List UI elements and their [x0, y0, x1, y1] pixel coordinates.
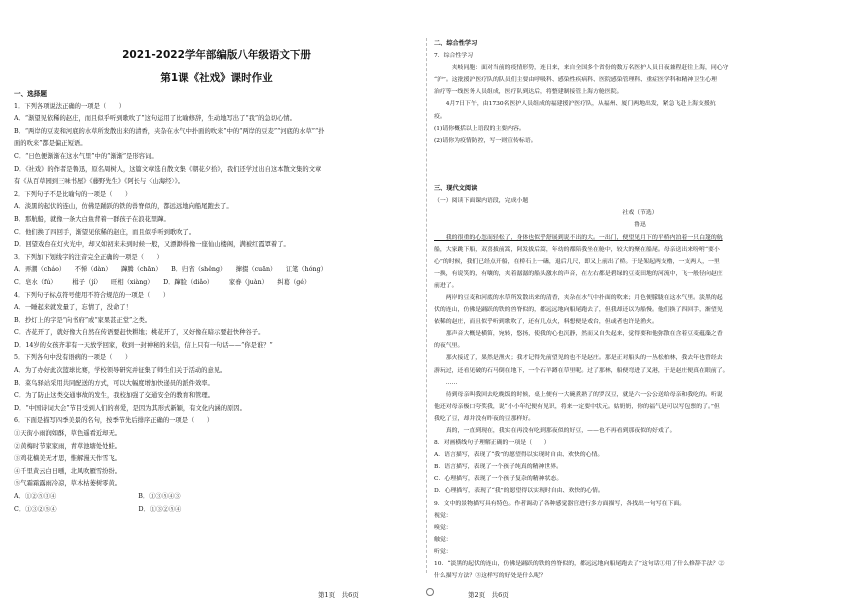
right-text-line: 视觉： [434, 512, 452, 519]
left-text-line: 4．下列句子标点符号使用不符合规范的一项是（ ） [14, 291, 170, 299]
left-text-line: C．皂水（fú） 楫子（jí） 旺相（xiàng） D．蹿脸（diǎo） 家眷（juàn） 纠葛（gé） [14, 278, 311, 286]
left-text-line: 3．下列加下划线字的注音完全正确的一项是（ ） [14, 253, 163, 261]
left-text-line: C．为了防止这类交通事故的发生，我校加强了交通安全的教育和管理。 [14, 392, 215, 400]
right-text-line: (2)请你为疫情防控，写一则宣传标语。 [434, 137, 537, 144]
right-text-line: 我吃了豆，却并没有昨夜的豆那样好。 [434, 415, 535, 422]
left-text-line: A．“渐望见依稀的赵庄，而且似乎听到歌吹了”这句运用了比喻修辞，生动地写出了“我”的急切心情。 [14, 115, 296, 123]
document-title: 2021-2022学年部编版八年级语文下册 [122, 49, 311, 61]
right-text-line: 10．“淡黑的起伏的连山，仿佛是踊跃的铁的兽脊似的，都远远地向船尾跑去了”这句话①用了什么修辞手法？② [434, 561, 725, 568]
left-text-line: A．①②⑤③④ B．①③⑤④③ [14, 493, 181, 500]
right-text-line: 夹岐同胞：面对当前的疫情形势，连日来，来自全国多个省份的数万名医护人员日夜兼程赶往上海，同心守 [434, 65, 729, 72]
right-text-line: 他还对母亲极口夸奖我，说“小小年纪便有见识，将来一定要中状元。姑奶奶，你的福气是可以写包票的了。”但 [434, 403, 720, 410]
left-text-line: 面的吹来”都是偏正短语。 [14, 140, 87, 148]
right-text-line: 前进了。 [434, 282, 458, 289]
left-text-line: A．为了办好此次篮球比赛，学校领导研究并征集了师生们关于活动的意见。 [14, 367, 227, 375]
left-text-line: A．淡黑的起伏的连山，仿佛是踊跃的铁的兽脊似的，都远远地向船尾跑去了。 [14, 203, 233, 211]
right-text-line: 听觉： [434, 548, 452, 555]
right-text-line: 治疗等一线医务人员组成，医疗队到达后，将整建制接管上海方舱医院。 [434, 89, 623, 96]
page-divider [426, 38, 427, 573]
left-text-line: D．回望戏台在灯火光中，却又如初来未到时候一般，又漂渺得像一座仙山楼阁，满被红霞罩着了。 [14, 241, 290, 249]
right-text-line: 心”的时候，我们已经点开船，在桥石上一磕，退后几尺，即又上前出了桥。于是架起两支橹，一支两人，一里 [434, 258, 720, 265]
right-text-line: …… [434, 379, 458, 386]
right-text-line: 两岸的豆麦和河底的水草所发散出来的清香，夹杂在水气中扑面的吹来；月色便朦胧在这水气里。淡黑的起 [434, 294, 723, 301]
left-text-line: D．《社戏》的作者是鲁迅，原名周树人，这篇文章选自散文集《朝花夕拾》，我们还学过出自这本散文集的文章 [14, 165, 322, 173]
right-text-line: 那声音大概是横笛，宛转，悠扬，使我的心也沉静，然而又自失起来，觉得要和他弥散在含着豆麦蕴藻之香 [434, 331, 723, 338]
right-text-line: B．语言描写，表现了一个孩子纯真的精神世界。 [434, 464, 563, 471]
right-text-line: 船，大家跳下船，双喜拔前篙，阿发拔后篙，年幼的都陪我坐在舱中，较大的聚在船尾。母亲送出来吩咐“要小 [434, 246, 720, 253]
right-text-line [434, 147, 846, 159]
right-text-line: 社戏（节选） [622, 210, 658, 217]
right-text-line: （一）阅读下面课内语段，完成小题 [434, 198, 529, 205]
right-text-line: 二、综合性学习 [434, 40, 478, 47]
right-text-line: A．语言描写，表现了“我”的愿望得以实现时自由、欢快的心情。 [434, 452, 604, 459]
left-text-line: 2．下列句子不是比喻句的一项是（ ） [14, 190, 132, 198]
left-text-line: B．抄灯上的字是“向书府”或“家果甚正堂”之类。 [14, 316, 152, 324]
right-text-line: 游玩过，还看见破的石马倒在地下，一个石羊蹲在草里呢。过了那林，船便弯进了叉港，于是赵庄便真在眼前了。 [434, 367, 729, 374]
right-text-line: 依稀的赵庄，而且似乎听到歌吹了，还有几点火，料想便是戏台，但或者也许是渔火。 [434, 319, 658, 326]
left-text-line: ①天街小雨润如酥，草色遥看近却无。 [14, 430, 122, 438]
left-text-line: ④千里黄云白日曛，北风吹雁雪纷纷。 [14, 467, 122, 475]
right-text-line: 真的，一直到现在，我实在再没有吃到那夜似的好豆，——也不再看到那夜似的好戏了。 [434, 428, 676, 434]
left-text-line: ③鸡花楠美无才思，惟解漫天作雪飞。 [14, 455, 122, 463]
left-text-line: C．“日色便渐渐在这水气里”中的“渐渐”是形容词。 [14, 152, 158, 160]
left-text-line: B．菜鸟驿站采用共同配送的方式，可以大幅度增加快递员的派件效率。 [14, 379, 214, 387]
left-text-line: 5．下列各句中没有语病的一项是（ ） [14, 354, 132, 362]
left-text-line: A．弄潮（cháo） 不惮（dàn） 蹿腾（chān） B．归省（shěng） 撺掇（cuān） 讧笔（hóng） [14, 266, 327, 274]
page-number-right: 第2页 共6页 [468, 591, 509, 599]
page-separator-circle-icon [426, 588, 434, 596]
right-text-line: 伏的连山，仿佛是踊跃的铁的兽脊似的，都远远地向船尾跑去了，但我却还以为船慢。他们换了四回手，渐望见 [434, 307, 723, 314]
left-text-line: 1．下列各项说法正确的一项是（ ） [14, 102, 126, 110]
right-column-text [434, 38, 846, 582]
page-number-left: 第1页 共6页 [318, 591, 359, 599]
right-text-line: 9．文中的景物描写具有特色。作者调动了各种感觉器官进行多方面描写，各找出一句写在下面。 [434, 500, 686, 507]
right-text-line [434, 159, 846, 171]
left-text-line: 有《从百草园到三味书屋》《藤野先生》《阿长与〈山海经〉》。 [14, 178, 185, 186]
left-text-line: C．杏花开了，就好像大自然在传语要赶快耕地；桃花开了，又好像在暗示要赶快种谷子。 [14, 329, 265, 337]
right-text-line: 嗅觉： [434, 524, 452, 531]
left-text-line: 6．下面是描写四季美景的名句，按季节先后排序正确的一项是（ ） [14, 417, 214, 425]
left-text-line: C．①③②⑤④ D．①③②⑤④ [14, 505, 182, 513]
right-text-line: “沪”。这批援沪医疗队的队员们主要由呼吸科、感染性疾病科、医院感染管理科、重症医学科和精神卫生心理 [434, 77, 717, 84]
right-text-line: 待到母亲叫我回去吃晚饭的时候，桌上便有一大碗煮熟了的罗汉豆，就是六一公公送给母亲和我吃的。听说 [434, 391, 723, 398]
left-text-line: D．“中国诗词大会”节目受到人们的喜爱，是因为其形式新颖，有文化内涵的原因。 [14, 404, 246, 412]
document-subtitle: 第1课《社戏》课时作业 [160, 72, 273, 84]
right-text-line: 我的很重的心忽而轻松了，身体也似乎舒展到说不出的大。一出门，便望见月下的平桥内泊着一只白篷的航 [434, 234, 723, 241]
right-text-line: 鲁迅 [634, 222, 646, 229]
right-text-line: D．心理描写，表现了“我”的愿望得以实现时自由、欢快的心情。 [434, 488, 604, 495]
right-text-line: 疫。 [434, 113, 446, 120]
left-text-line: D．14岁的女孩齐菲有一天放学回家，收到一封神秘的来信，信上只有一句话——“你是谁？” [14, 341, 273, 349]
right-text-line: 4月7日下午，由1730名医护人员组成的福建援沪医疗队，从福州、厦门两地出发，紧急飞赴上海支援抗 [434, 101, 716, 108]
right-text-line [434, 171, 846, 183]
left-text-line: 一、选择题 [14, 90, 47, 98]
right-text-line: (1)请你概括以上语段的主要内容。 [434, 125, 525, 132]
left-text-line: B．那航船，就像一条大白鱼背着一群孩子在浪花里蹿。 [14, 215, 170, 223]
right-text-line: 的夜气里。 [434, 343, 464, 350]
right-text-line: 三、现代文阅读 [434, 185, 478, 193]
page-2 [434, 0, 846, 608]
left-text-line: B．“两岸的豆麦和河底的水草所发散出来的清香，夹杂在水气中扑面的吹来”中的“两岸的豆麦”“河底的水草”“扑 [14, 127, 325, 135]
right-text-line: 一换，有说笑的，有嚷的，夹着潺潺的船头激水的声音，在左右都是碧绿的豆麦田地的河流中，飞一般径向赵庄 [434, 270, 723, 277]
right-text-line: 触觉： [434, 536, 452, 543]
left-column-text [14, 88, 419, 516]
right-text-line: 8．对画横线句子理解正确的一项是（ ） [434, 440, 550, 447]
page-1 [14, 0, 419, 608]
right-text-line: 7．综合性学习 [434, 53, 474, 60]
right-text-line: C．心理描写，表现了一个孩子复杂的精神状态。 [434, 476, 563, 483]
right-text-line: 那火接近了，果然是渔火；我才记得先前望见的也不是赵庄。那是正对船头的一丛松柏林，我去年也曾经去 [434, 355, 723, 362]
left-text-line: C．他们换了四回手，渐望见依稀的赵庄，而且似乎听到歌吹了。 [14, 228, 196, 236]
left-text-line: A．一睡起来就发量了，忘情了，没命了！ [14, 304, 132, 312]
right-text-line: 什么描写方法？③这样写的好处是什么呢？ [434, 573, 546, 580]
left-text-line: ⑤气霜霜露雨冷凉，草木枯萎树零黄。 [14, 480, 122, 488]
left-text-line: ②黄梅时节家家雨，青草池塘处处蛙。 [14, 442, 122, 450]
